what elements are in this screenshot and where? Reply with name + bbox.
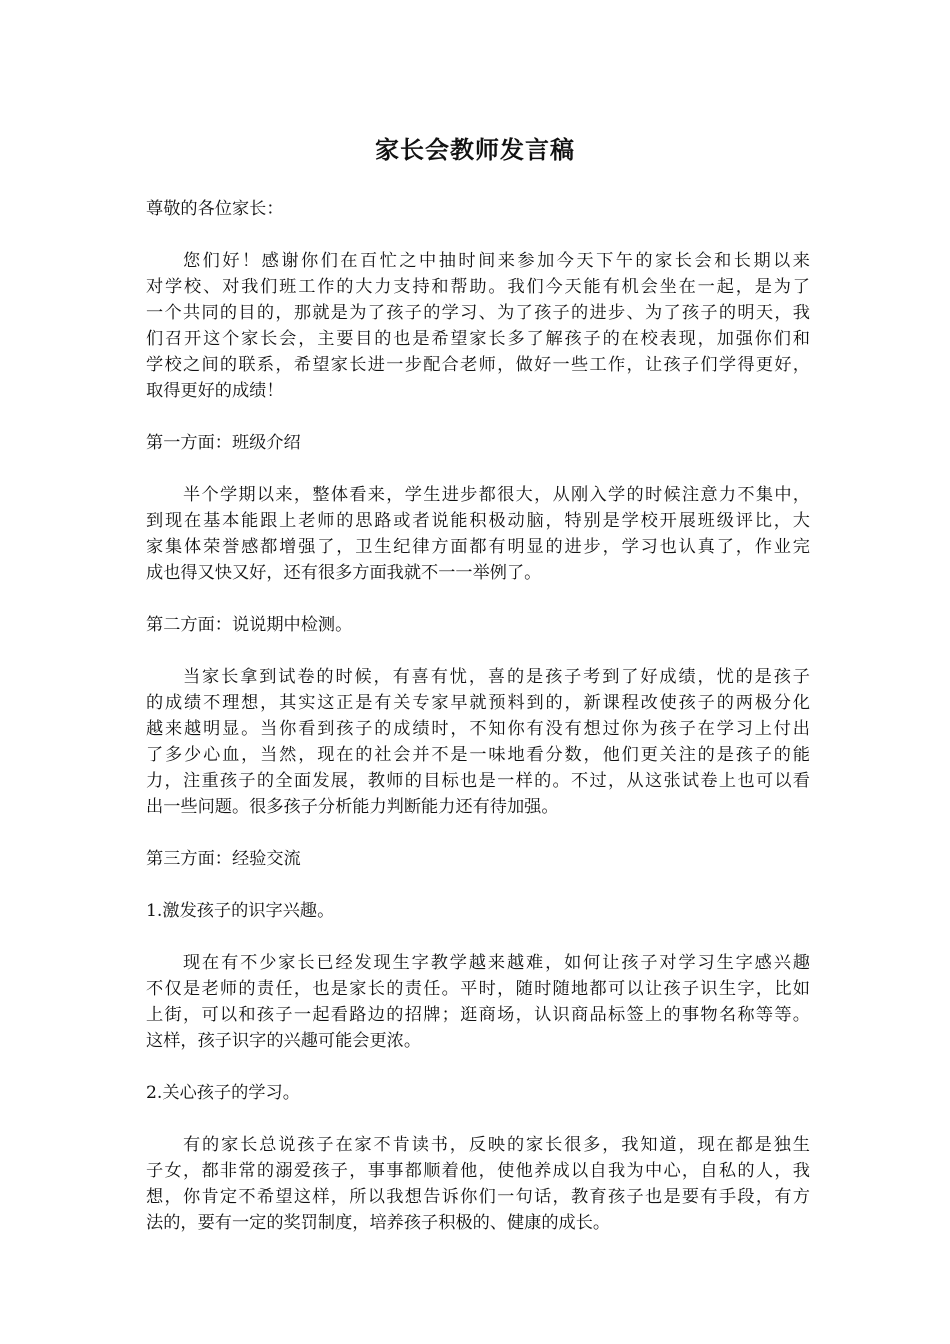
text-line: 成也得又快又好，还有很多方面我就不一一举例了。 [146,563,542,583]
text-line: 现在有不少家长已经发现生字教学越来越难，如何让孩子对学习生字感兴趣 [183,953,810,973]
body-paragraph [146,482,810,586]
text-line: 想，你肯定不希望这样，所以我想告诉你们一句话，教育孩子也是要有手段，有方 [146,1187,810,1207]
text-line: 当家长拿到试卷的时候，有喜有忧，喜的是孩子考到了好成绩，忧的是孩子 [183,667,810,687]
text-line: 对学校、对我们班工作的大力支持和帮助。我们今天能有机会坐在一起，是为了 [146,277,810,297]
text-line: 学校之间的联系，希望家长进一步配合老师，做好一些工作，让孩子们学得更好， [146,355,810,375]
paragraph-gap [146,820,810,846]
text-line: 们召开这个家长会，主要目的也是希望家长多了解孩子的在校表现，加强你们和 [146,329,810,349]
text-line: 不仅是老师的责任，也是家长的责任。平时，随时随地都可以让孩子识生字，比如 [146,979,810,999]
document-title: 家长会教师发言稿 [375,135,575,164]
text-line: 力，注重孩子的全面发展，教师的目标也是一样的。不过，从这张试卷上也可以看 [146,771,810,791]
text-line: 这样，孩子识字的兴趣可能会更浓。 [146,1031,422,1051]
text-line: 出一些问题。很多孩子分析能力判断能力还有待加强。 [146,797,559,817]
paragraph-gap [146,1106,810,1132]
paragraph-gap [146,222,810,248]
heading-line [146,196,810,222]
text-line: 取得更好的成绩！ [146,381,284,401]
text-line: 尊敬的各位家长： [146,199,284,219]
text-line: 有的家长总说孩子在家不肯读书，反映的家长很多，我知道，现在都是独生 [183,1135,810,1155]
paragraph-gap [146,872,810,898]
text-line: 法的，要有一定的奖罚制度，培养孩子积极的、健康的成长。 [146,1213,611,1233]
text-line: 2.关心孩子的学习。 [146,1083,300,1103]
text-line: 上街，可以和孩子一起看路边的招牌；逛商场，认识商品标签上的事物名称等等。 [146,1005,810,1025]
paragraph-gap [146,404,810,430]
text-line: 的成绩不理想，其实这正是有关专家早就预料到的，新课程改使孩子的两极分化 [146,693,810,713]
text-line: 1.激发孩子的识字兴趣。 [146,901,335,921]
body-paragraph [146,664,810,820]
text-line: 半个学期以来，整体看来，学生进步都很大，从刚入学的时候注意力不集中， [183,485,810,505]
paragraph-gap [146,638,810,664]
body-paragraph [146,950,810,1054]
heading-line [146,898,810,924]
text-line: 到现在基本能跟上老师的思路或者说能积极动脑，特别是学校开展班级评比，大 [146,511,810,531]
heading-line [146,846,810,872]
paragraph-gap [146,456,810,482]
text-line: 一个共同的目的，那就是为了孩子的学习、为了孩子的进步、为了孩子的明天，我 [146,303,810,323]
text-line: 第三方面：经验交流 [146,849,301,869]
text-line: 家集体荣誉感都增强了，卫生纪律方面都有明显的进步，学习也认真了，作业完 [146,537,810,557]
text-line: 了多少心血，当然，现在的社会并不是一味地看分数，他们更关注的是孩子的能 [146,745,810,765]
heading-line [146,430,810,456]
paragraph-gap [146,1054,810,1080]
text-line: 越来越明显。当你看到孩子的成绩时，不知你有没有想过你为孩子在学习上付出 [146,719,810,739]
text-line: 子女，都非常的溺爱孩子，事事都顺着他，使他养成以自我为中心，自私的人，我 [146,1161,810,1181]
body-paragraph [146,1132,810,1236]
text-line: 第一方面：班级介绍 [146,433,301,453]
paragraph-gap [146,586,810,612]
text-line: 您们好！感谢你们在百忙之中抽时间来参加今天下午的家长会和长期以来 [183,251,810,271]
body-paragraph [146,248,810,404]
text-line: 第二方面：说说期中检测。 [146,615,353,635]
heading-line [146,1080,810,1106]
heading-line [146,612,810,638]
paragraph-gap [146,924,810,950]
document-body [146,196,810,1236]
